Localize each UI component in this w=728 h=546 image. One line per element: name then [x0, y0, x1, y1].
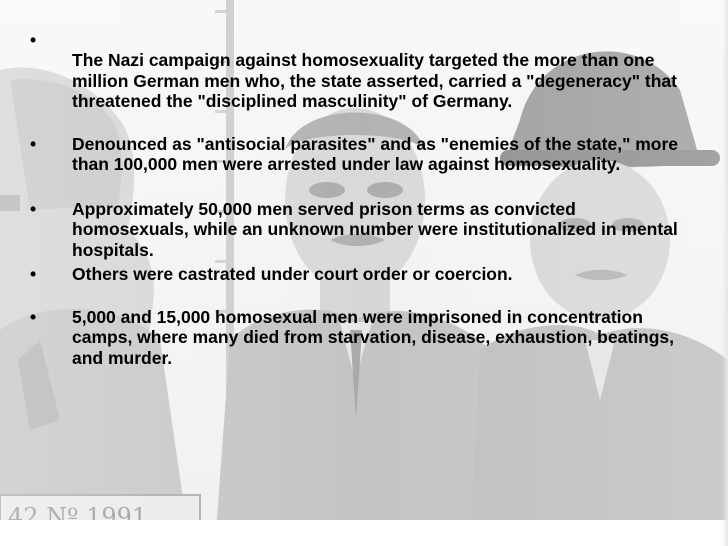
bullet-item — [26, 264, 696, 285]
bottom-border — [0, 520, 728, 546]
bullet-item — [26, 199, 696, 261]
bullet-item — [26, 134, 696, 175]
bullet-item — [26, 30, 696, 112]
bullet-text: 5,000 and 15,000 homosexual men were imprisoned in concentration camps, where many died from starvation, disease, exhaustion, beatings, and murder. — [72, 306, 674, 368]
bullet-text: Others were castrated under court order or coercion. — [72, 264, 513, 284]
bullet-text: Denounced as "antisocial parasites" and as "enemies of the state," more than 100,000 men were arrested under law against homosexuality. — [72, 133, 679, 174]
bullet-text: Approximately 50,000 men served prison terms as convicted homosexuals, while an unknown number were institutionalized in mental hospitals. — [72, 198, 678, 260]
bullet-marker: • — [30, 133, 37, 154]
right-edge — [722, 0, 728, 546]
bullet-marker: • — [30, 30, 37, 50]
bullet-item — [26, 307, 696, 369]
bullet-text: The Nazi campaign against homosexuality targeted the more than one million German men who, the state asserted, carried a "degeneracy" that threatened the "disciplined masculinity" of Germany. — [72, 50, 677, 111]
bullet-marker: • — [30, 264, 37, 284]
bullet-list — [26, 30, 696, 368]
bullet-marker: • — [30, 198, 37, 219]
bullet-marker: • — [30, 306, 37, 327]
